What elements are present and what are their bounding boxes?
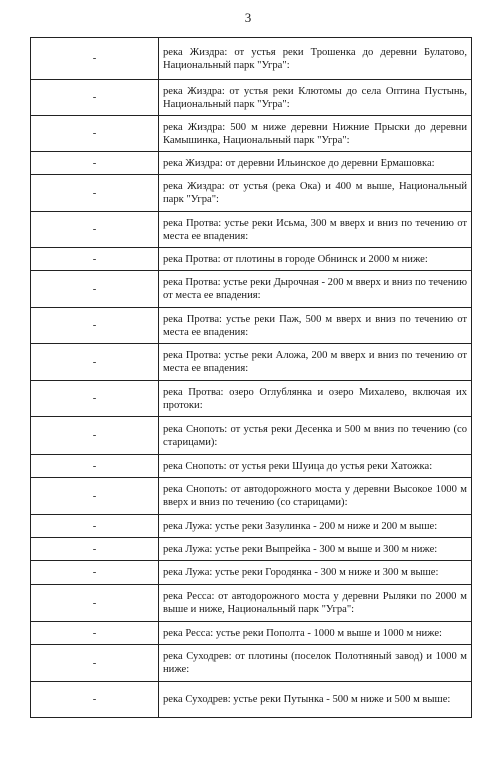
row-text: река Жиздра: от устья реки Трошенка до деревни Булатово, Национальный парк "Угра": [159, 38, 472, 80]
row-marker: - [31, 417, 159, 455]
row-text: река Снопоть: от устья реки Десенка и 500 м вниз по течению (со старицами): [159, 417, 472, 455]
table-row [31, 248, 472, 271]
table-row [31, 308, 472, 344]
row-text: река Лужа: устье реки Выпрейка - 300 м выше и 300 м ниже: [159, 538, 472, 561]
row-text: река Суходрев: устье реки Путынка - 500 м ниже и 500 м выше: [159, 682, 472, 718]
row-marker: - [31, 538, 159, 561]
row-marker: - [31, 478, 159, 515]
row-text: река Жиздра: от устья реки Клютомы до села Оптина Пустынь, Национальный парк "Угра": [159, 80, 472, 116]
row-marker: - [31, 455, 159, 478]
row-text: река Протва: устье реки Паж, 500 м вверх и вниз по течению от места ее впадения: [159, 308, 472, 344]
row-text: река Лужа: устье реки Городянка - 300 м ниже и 300 м выше: [159, 561, 472, 585]
row-marker: - [31, 645, 159, 682]
row-marker: - [31, 175, 159, 212]
row-text: река Протва: устье реки Исьма, 300 м вверх и вниз по течению от места ее впадения: [159, 212, 472, 248]
table-row [31, 175, 472, 212]
table-row [31, 538, 472, 561]
table-row [31, 344, 472, 381]
row-text: река Протва: от плотины в городе Обнинск и 2000 м ниже: [159, 248, 472, 271]
table-row [31, 622, 472, 645]
row-text: река Ресса: устье реки Пополта - 1000 м выше и 1000 м ниже: [159, 622, 472, 645]
table-row [31, 38, 472, 80]
row-marker: - [31, 248, 159, 271]
row-marker: - [31, 561, 159, 585]
table-row [31, 478, 472, 515]
row-marker: - [31, 271, 159, 308]
row-marker: - [31, 212, 159, 248]
row-marker: - [31, 622, 159, 645]
table-row [31, 381, 472, 417]
table-row [31, 682, 472, 718]
row-text: река Суходрев: от плотины (поселок Полотняный завод) и 1000 м ниже: [159, 645, 472, 682]
table-row [31, 80, 472, 116]
row-text: река Лужа: устье реки Зазулинка - 200 м ниже и 200 м выше: [159, 515, 472, 538]
table-row [31, 455, 472, 478]
row-text: река Жиздра: 500 м ниже деревни Нижние Прыски до деревни Камышинка, Национальный парк "Угра": [159, 116, 472, 152]
row-text: река Снопоть: от автодорожного моста у деревни Высокое 1000 м вверх и вниз по течению (со старицами): [159, 478, 472, 515]
row-marker: - [31, 38, 159, 80]
row-text: река Ресса: от автодорожного моста у деревни Рыляки по 2000 м выше и ниже, Национальный парк "Угра": [159, 585, 472, 622]
page-number: 3 [244, 10, 252, 25]
table-row [31, 645, 472, 682]
row-marker: - [31, 515, 159, 538]
table-row [31, 116, 472, 152]
row-text: река Протва: озеро Оглублянка и озеро Михалево, включая их протоки: [159, 381, 472, 417]
row-marker: - [31, 116, 159, 152]
table-row [31, 585, 472, 622]
row-text: река Протва: устье реки Дырочная - 200 м вверх и вниз по течению от места ее впадения: [159, 271, 472, 308]
table-row [31, 515, 472, 538]
row-marker: - [31, 682, 159, 718]
row-marker: - [31, 381, 159, 417]
row-text: река Снопоть: от устья реки Шуица до устья реки Хатожка: [159, 455, 472, 478]
table-row [31, 561, 472, 585]
table-row [31, 152, 472, 175]
row-text: река Жиздра: от деревни Ильинское до деревни Ермашовка: [159, 152, 472, 175]
table-row [31, 212, 472, 248]
protected-areas-table [30, 37, 472, 718]
row-marker: - [31, 152, 159, 175]
table-row [31, 417, 472, 455]
row-marker: - [31, 308, 159, 344]
row-text: река Протва: устье реки Аложа, 200 м вверх и вниз по течению от места ее впадения: [159, 344, 472, 381]
row-marker: - [31, 344, 159, 381]
row-marker: - [31, 585, 159, 622]
row-marker: - [31, 80, 159, 116]
row-text: река Жиздра: от устья (река Ока) и 400 м выше, Национальный парк "Угра": [159, 175, 472, 212]
table-row [31, 271, 472, 308]
